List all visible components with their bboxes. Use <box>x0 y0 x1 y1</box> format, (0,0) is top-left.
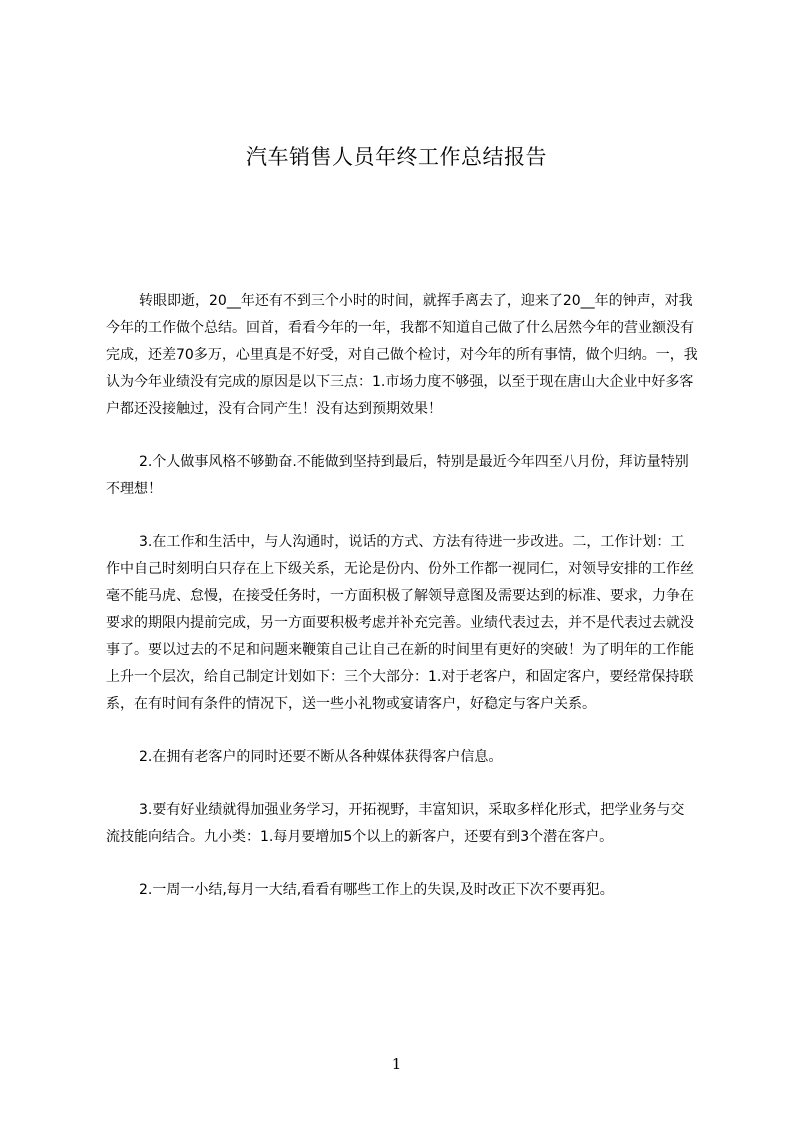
paragraph-5: 3.要有好业绩就得加强业务学习，开拓视野，丰富知识，采取多样化形式，把学业务与交流技能向结合。九小类：1.每月要增加5个以上的新客户，还要有到3个潜在客户。 <box>106 802 685 845</box>
document-title: 汽车销售人员年终工作总结报告 <box>246 145 547 169</box>
paragraph-1: 转眼即逝，20__年还有不到三个小时的时间，就挥手离去了，迎来了20__年的钟声，对我今年的工作做个总结。回首，看看今年的一年，我都不知道自己做了什么居然今年的营业额没有完成，还差70多万，心里真是不好受，对自己做个检讨，对今年的所有事情，做个归纳。一，我认为今年业绩没有完成的原因是以下三点：1.市场力度不够强，以至于现在唐山大企业中好多客户都还没接触过，没有合同产生！没有达到预期效果！ <box>106 293 698 417</box>
paragraph-6: 2.一周一小结,每月一大结,看看有哪些工作上的失误,及时改正下次不要再犯。 <box>139 882 614 898</box>
page-number: 1 <box>391 1055 402 1073</box>
paragraph-2: 2.个人做事风格不够勤奋.不能做到坚持到最后，特别是最近今年四至八月份，拜访量特别不理想！ <box>106 454 689 497</box>
document-body <box>106 288 698 930</box>
paragraph-4: 2.在拥有老客户的同时还要不断从各种媒体获得客户信息。 <box>139 749 503 765</box>
paragraph-3: 3.在工作和生活中，与人沟通时，说话的方式、方法有待进一步改进。二，工作计划：工作中自己时刻明白只存在上下级关系，无论是份内、份外工作都一视同仁，对领导安排的工作丝毫不能马虎、怠慢，在接受任务时，一方面积极了解领导意图及需要达到的标准、要求，力争在要求的期限内提前完成，另一方面要积极考虑并补充完善。业绩代表过去，并不是代表过去就没事了。要以过去的不足和问题来鞭策自己让自己在新的时间里有更好的突破！为了明年的工作能上升一个层次，给自己制定计划如下：三个大部分：1.对于老客户，和固定客户，要经常保持联系，在有时间有条件的情况下，送一些小礼物或宴请客户，好稳定与客户关系。 <box>106 534 694 712</box>
